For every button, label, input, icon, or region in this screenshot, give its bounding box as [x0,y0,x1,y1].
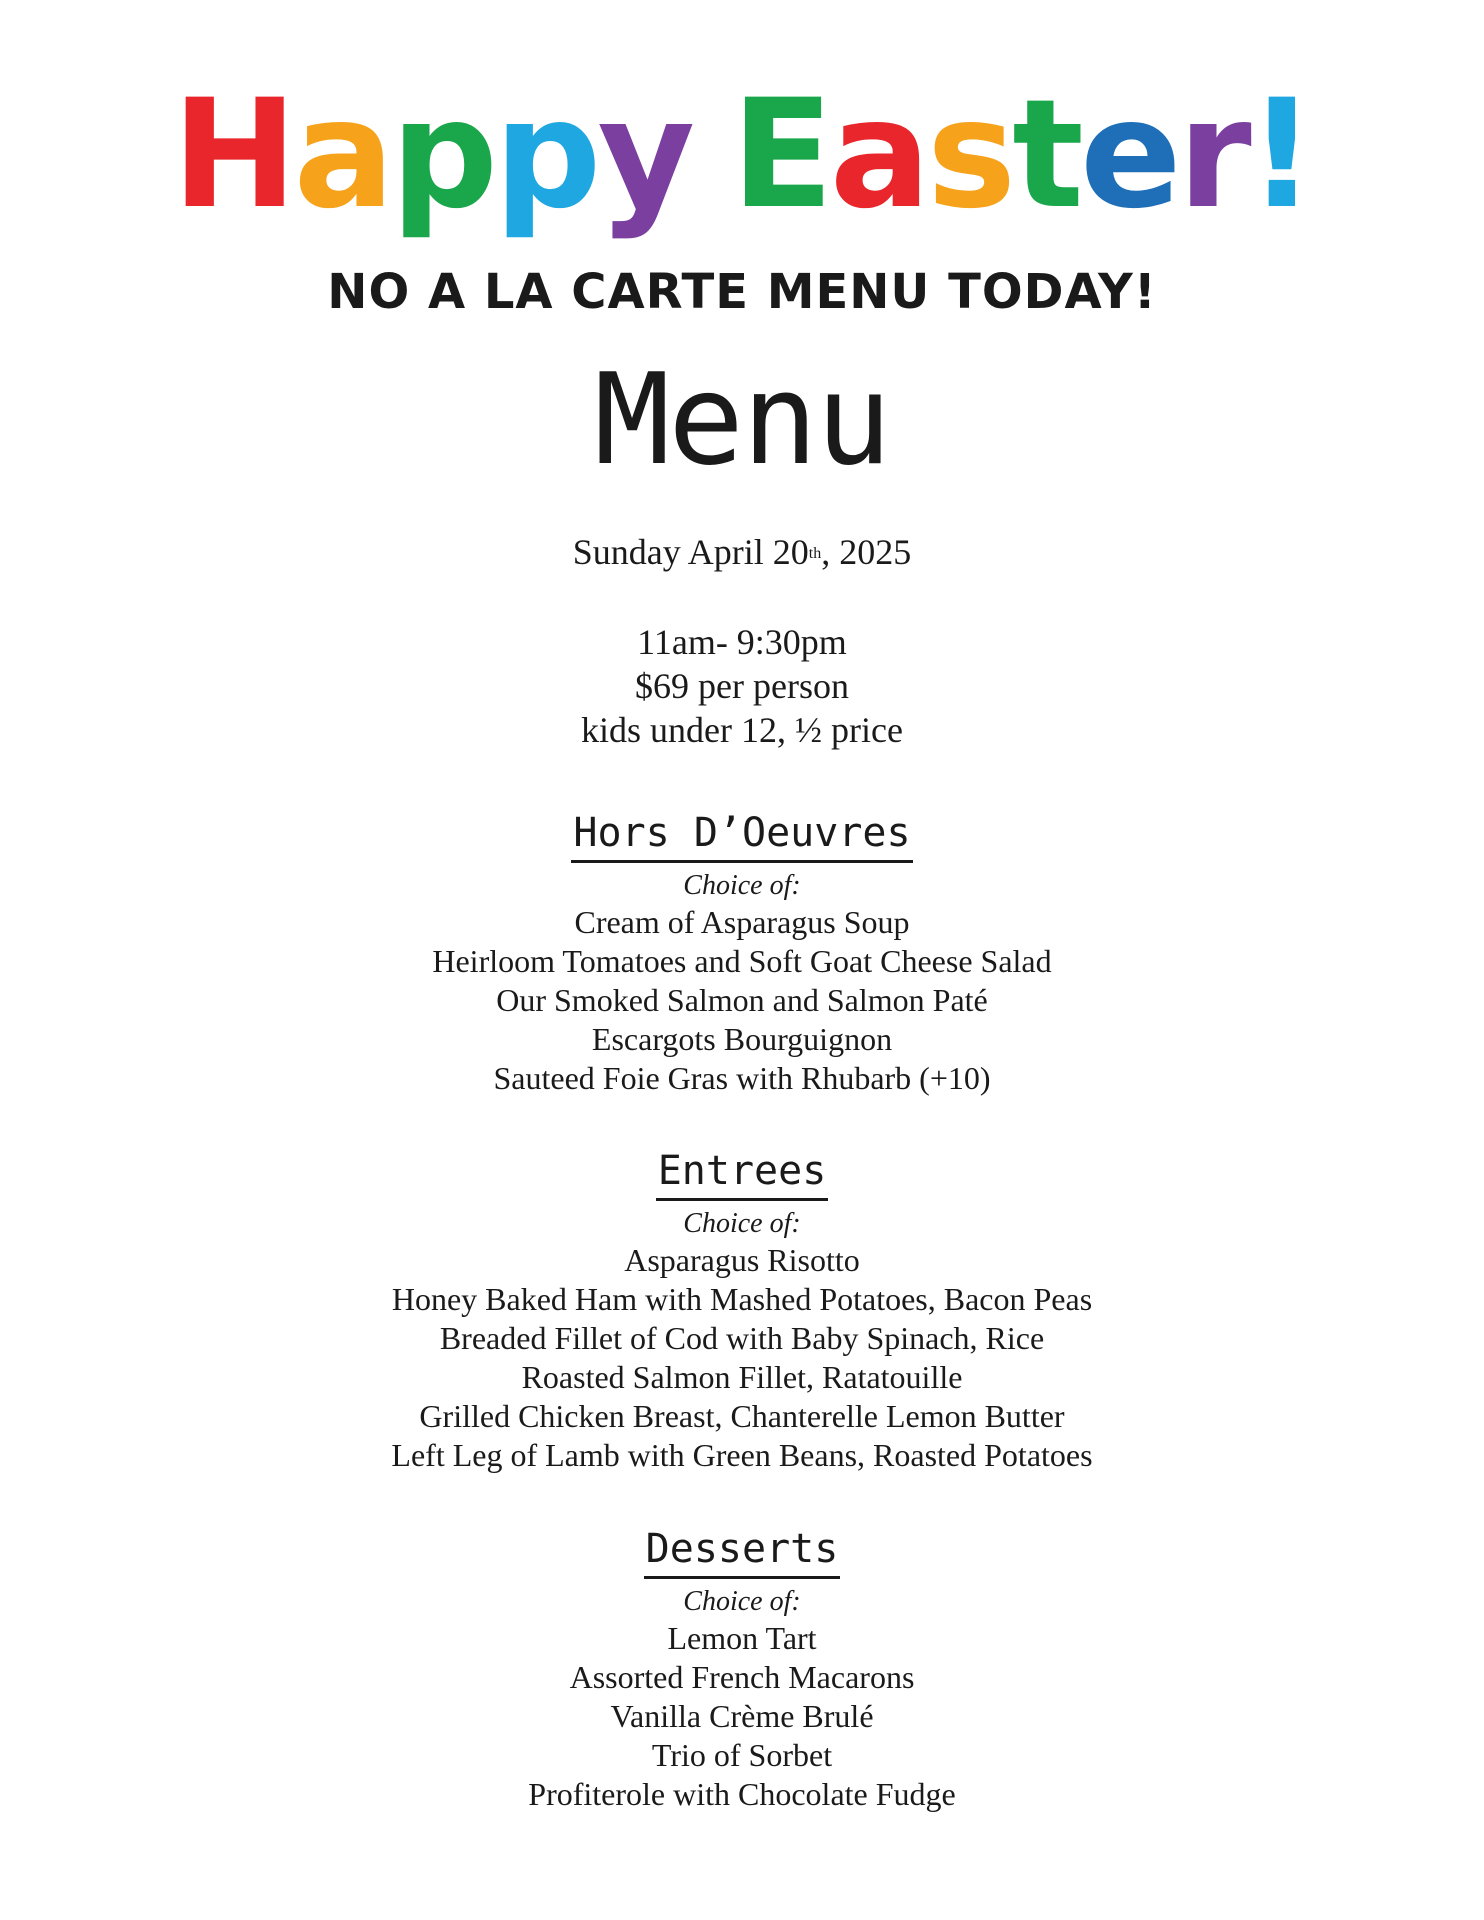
headline-letter: a [293,68,391,242]
kids-price: kids under 12, ½ price [581,710,903,750]
headline-letter: s [926,68,1013,242]
event-hours: 11am- 9:30pm [637,622,847,662]
section-title: Entrees [656,1146,829,1201]
headline-letter: r [1177,68,1248,242]
choice-label: Choice of: [683,1586,801,1617]
happy-easter-headline [0,70,1484,240]
section-hors-doeuvres [0,808,1484,1098]
headline-letter: p [494,68,598,242]
choice-label: Choice of: [683,870,801,901]
headline-letter: E [731,68,830,242]
menu-item: Profiterole with Chocolate Fudge [528,1776,956,1812]
menu-item: Honey Baked Ham with Mashed Potatoes, Bacon Peas [391,1281,1093,1317]
menu-title: Menu [594,346,890,493]
menu-item: Trio of Sorbet [651,1737,833,1773]
menu-item: Left Leg of Lamb with Green Beans, Roasted Potatoes [391,1437,1093,1473]
headline-letter: t [1012,68,1080,242]
choice-label: Choice of: [683,1208,801,1239]
headline-letter: e [1079,68,1178,242]
menu-item: Our Smoked Salmon and Salmon Paté [496,982,988,1018]
headline-word-2 [731,70,1312,240]
headline-word-1 [172,70,691,240]
headline-letter: p [390,68,495,242]
menu-item: Cream of Asparagus Soup [574,904,910,940]
no-a-la-carte-notice: NO A LA CARTE MENU TODAY! [327,264,1157,320]
section-title: Desserts [644,1524,841,1579]
menu-item: Lemon Tart [667,1620,817,1656]
menu-item: Breaded Fillet of Cod with Baby Spinach, Rice [439,1320,1045,1356]
event-price: $69 per person [635,666,849,706]
date-year: , 2025 [821,532,912,572]
date-suffix: th [808,545,822,562]
menu-item: Assorted French Macarons [569,1659,915,1695]
headline-letter: y [597,68,692,242]
date-main: Sunday April 20 [572,532,809,572]
headline-letter: ! [1247,68,1313,242]
section-title: Hors D’Oeuvres [571,808,912,863]
menu-item: Asparagus Risotto [624,1242,860,1278]
headline-letter: H [171,68,294,242]
headline-letter: a [829,68,927,242]
section-entrees [0,1146,1484,1475]
event-date [0,530,1484,574]
menu-item: Roasted Salmon Fillet, Ratatouille [521,1359,963,1395]
event-info [0,620,1484,752]
section-desserts [0,1524,1484,1814]
menu-item: Vanilla Crème Brulé [610,1698,874,1734]
menu-item: Grilled Chicken Breast, Chanterelle Lemon Butter [419,1398,1065,1434]
menu-item: Heirloom Tomatoes and Soft Goat Cheese Salad [432,943,1052,979]
menu-item: Escargots Bourguignon [591,1021,893,1057]
menu-item: Sauteed Foie Gras with Rhubarb (+10) [493,1060,991,1096]
